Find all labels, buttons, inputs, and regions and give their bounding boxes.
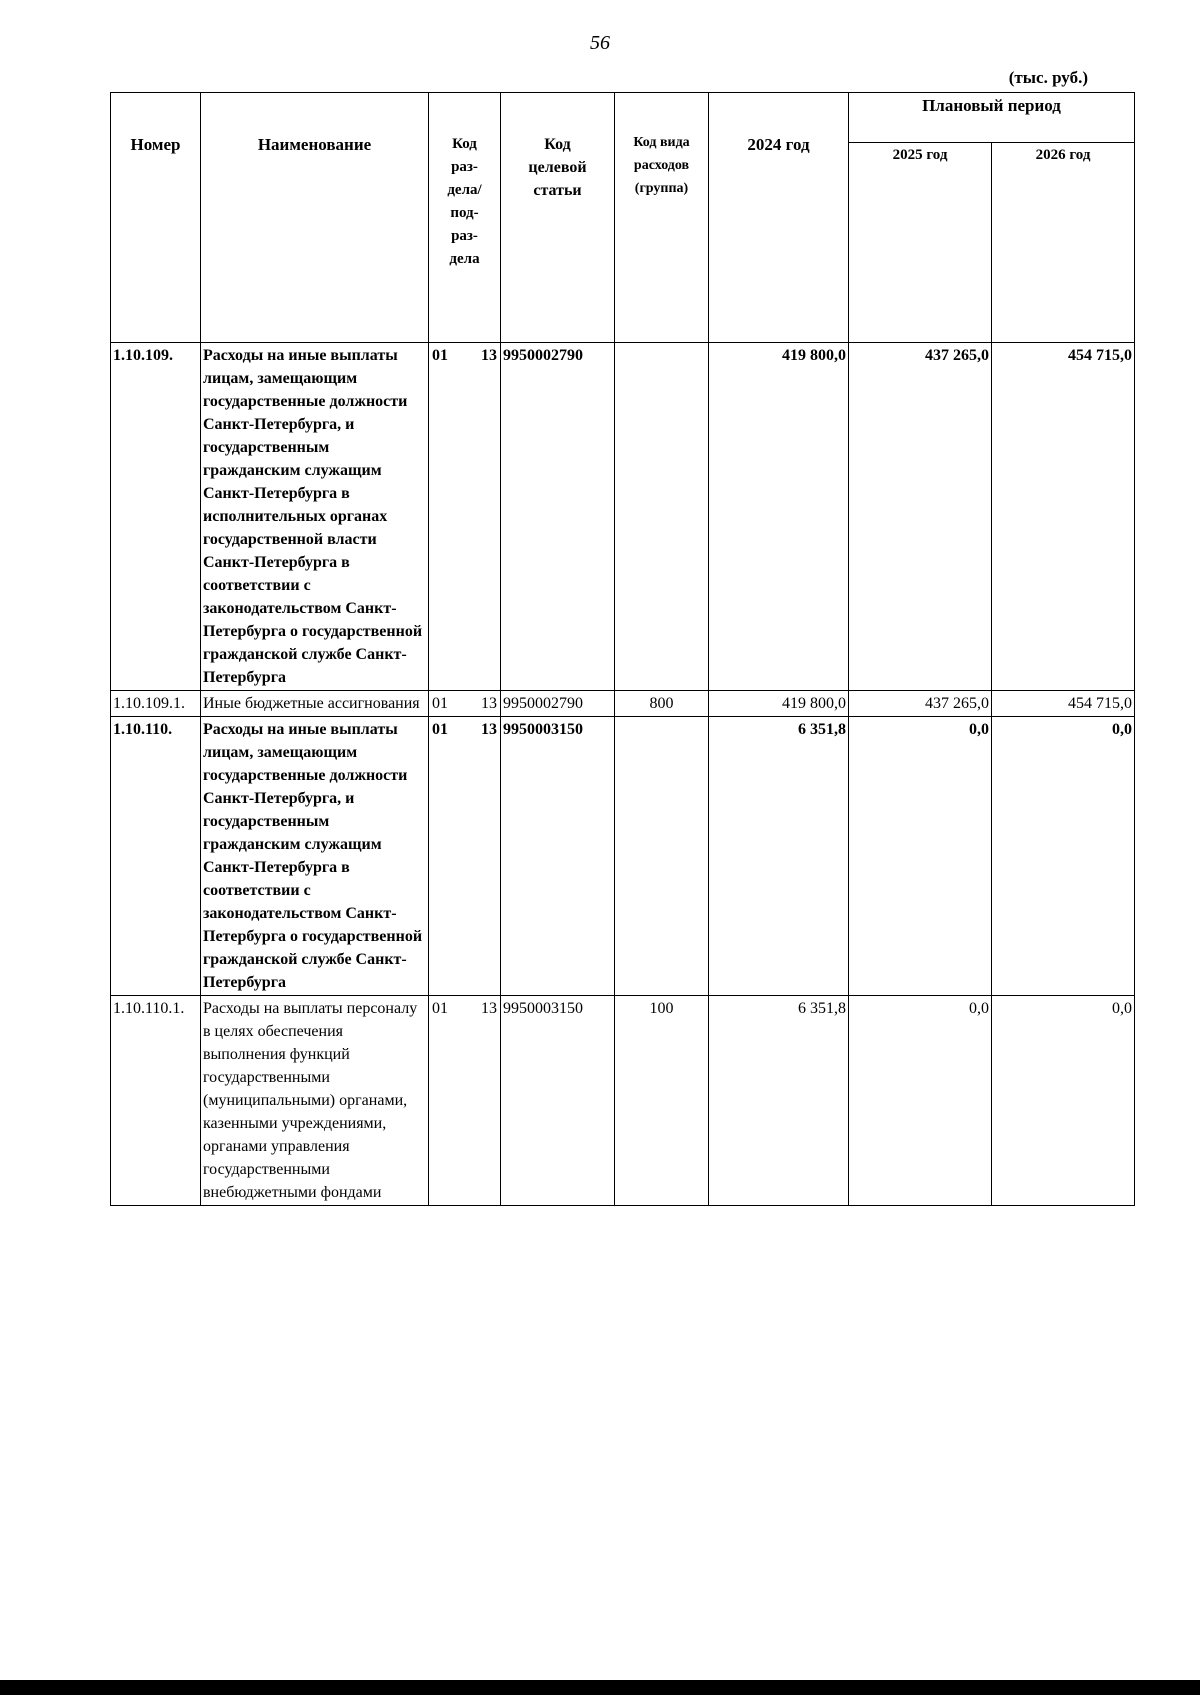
cell-number: 1.10.110.: [111, 717, 201, 996]
subsection-code: 13: [481, 1000, 497, 1017]
cell-2025: 437 265,0: [849, 343, 992, 691]
cell-2024: 6 351,8: [709, 996, 849, 1206]
section-code: 01: [432, 695, 448, 712]
cell-expense-type: 800: [615, 691, 709, 717]
cell-2025: 437 265,0: [849, 691, 992, 717]
subsection-code: 13: [481, 695, 497, 712]
subsection-code: 13: [481, 347, 497, 364]
table-row: [111, 343, 1135, 691]
header-2025: 2025 год: [849, 142, 992, 342]
header-name: Наименование: [201, 93, 429, 343]
table-body: [111, 343, 1135, 1206]
table-row: [111, 691, 1135, 717]
units-label: (тыс. руб.): [1008, 68, 1088, 87]
cell-number: 1.10.109.1.: [111, 691, 201, 717]
cell-target-code: 9950003150: [501, 996, 615, 1206]
cell-name: Расходы на иные выплаты лицам, замещающим государственные должности Санкт-Петербурга, и государственным гражданским служащим Санкт-Петербурга в соответствии с законодательством Санкт-Петербурга о государственной гражданской службе Санкт-Петербурга: [201, 717, 429, 996]
cell-target-code: 9950002790: [501, 691, 615, 717]
header-2026: 2026 год: [992, 142, 1135, 342]
scan-edge-bar: [0, 1680, 1200, 1695]
page-number: 56: [590, 32, 610, 54]
header-target-code: Код целевой статьи: [501, 93, 615, 343]
header-expense-type: Код вида расходов (группа): [615, 93, 709, 343]
header-2024: 2024 год: [709, 93, 849, 343]
cell-2024: 419 800,0: [709, 691, 849, 717]
cell-section-code: [429, 343, 501, 691]
cell-expense-type: 100: [615, 996, 709, 1206]
table-row: [111, 717, 1135, 996]
cell-name: Расходы на иные выплаты лицам, замещающим государственные должности Санкт-Петербурга, и государственным гражданским служащим Санкт-Петербурга в исполнительных органах государственной власти Санкт-Петербурга в соответствии с законодательством Санкт-Петербурга о государственной гражданской службе Санкт-Петербурга: [201, 343, 429, 691]
cell-name: Иные бюджетные ассигнования: [201, 691, 429, 717]
table-header: [111, 93, 1135, 343]
header-section-code: Код раз- дела/ под- раз- дела: [429, 93, 501, 343]
cell-2026: 454 715,0: [992, 691, 1135, 717]
cell-2026: 0,0: [992, 717, 1135, 996]
cell-number: 1.10.109.: [111, 343, 201, 691]
section-code: 01: [432, 347, 448, 364]
section-code: 01: [432, 721, 448, 738]
cell-section-code: [429, 717, 501, 996]
cell-target-code: 9950003150: [501, 717, 615, 996]
budget-table: [110, 92, 1135, 1206]
cell-number: 1.10.110.1.: [111, 996, 201, 1206]
header-plan-period: Плановый период: [849, 93, 1135, 143]
cell-2026: 454 715,0: [992, 343, 1135, 691]
section-code: 01: [432, 1000, 448, 1017]
cell-expense-type: [615, 343, 709, 691]
cell-2025: 0,0: [849, 996, 992, 1206]
cell-2025: 0,0: [849, 717, 992, 996]
cell-2024: 419 800,0: [709, 343, 849, 691]
cell-expense-type: [615, 717, 709, 996]
cell-2024: 6 351,8: [709, 717, 849, 996]
cell-target-code: 9950002790: [501, 343, 615, 691]
table-row: [111, 996, 1135, 1206]
cell-section-code: [429, 691, 501, 717]
cell-2026: 0,0: [992, 996, 1135, 1206]
cell-name: Расходы на выплаты персоналу в целях обеспечения выполнения функций государственными (муниципальными) органами, казенными учреждениями, органами управления государственными внебюджетными фондами: [201, 996, 429, 1206]
header-number: Номер: [111, 93, 201, 343]
subsection-code: 13: [481, 721, 497, 738]
cell-section-code: [429, 996, 501, 1206]
